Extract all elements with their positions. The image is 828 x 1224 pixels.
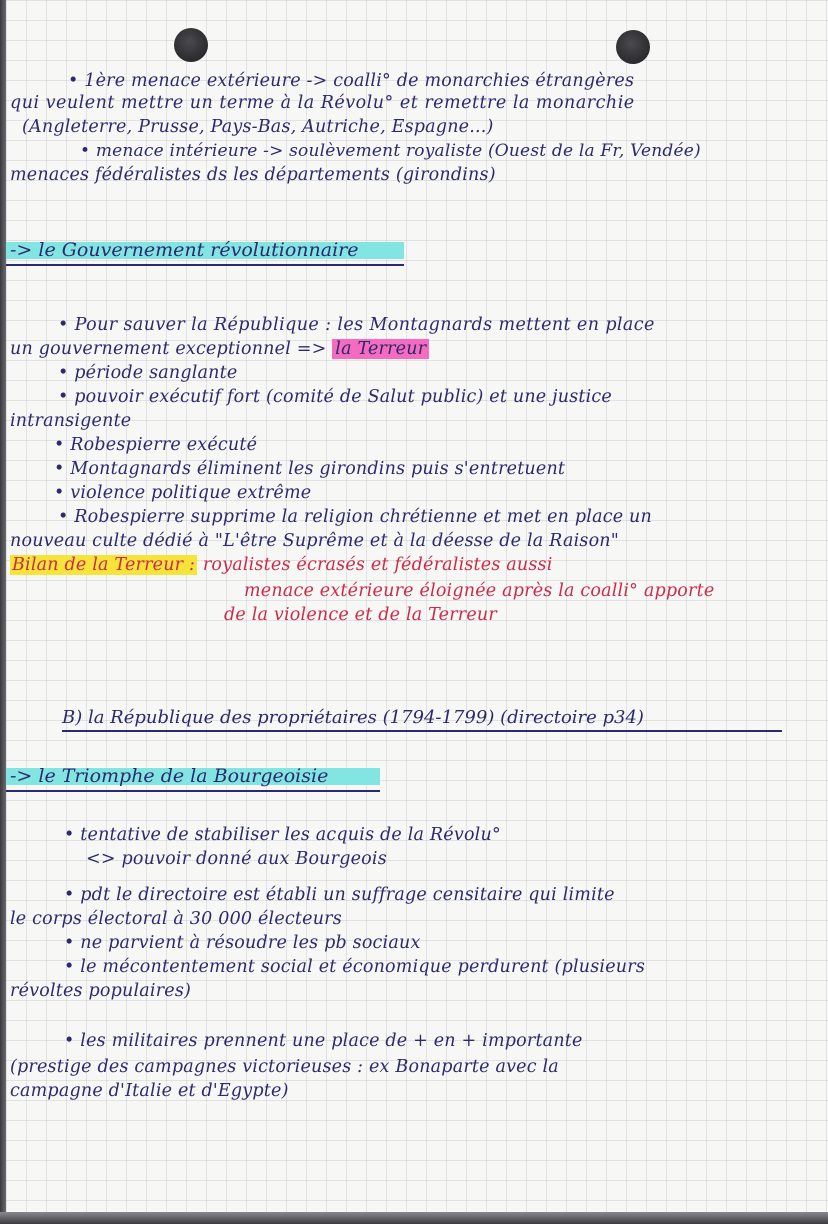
terreur-highlight: la Terreur [332,339,429,359]
text-line: qui veulent mettre un terme à la Révolu° et remettre la monarchie [10,93,635,113]
text-line: le corps électoral à 30 000 électeurs [10,909,342,929]
text-line: • 1ère menace extérieure -> coalli° de monarchies étrangères [68,71,635,91]
text-line: (prestige des campagnes victorieuses : ex Bonaparte avec la [10,1057,559,1077]
bullet-item: • Robespierre exécuté [54,435,258,455]
text-line: (Angleterre, Prusse, Pays-Bas, Autriche, Espagne...) [22,117,494,137]
punch-hole-right [616,30,650,64]
text-fragment: un gouvernement exceptionnel => [10,339,327,359]
text-line: <> pouvoir donné aux Bourgeois [86,849,387,869]
bullet-item: • pdt le directoire est établi un suffrage censitaire qui limite [64,885,615,905]
text-line: menaces fédéralistes ds les départements (girondins) [10,165,496,185]
bullet-item: • Montagnards éliminent les girondins puis s'entretuent [54,459,566,479]
bullet-item: • violence politique extrême [54,483,312,503]
notebook-page [6,0,828,1212]
bullet-item: • les militaires prennent une place de + en + importante [64,1031,583,1051]
text-line: campagne d'Italie et d'Egypte) [10,1081,289,1101]
text-line: nouveau culte dédié à "L'être Suprême et à la déesse de la Raison" [10,531,620,551]
section-heading-bourgeoisie [6,762,380,792]
bullet-item: • Robespierre supprime la religion chrétienne et met en place un [58,507,652,527]
bilan-label: Bilan de la Terreur : [12,555,196,575]
bilan-line [10,554,553,576]
bilan-text: royalistes écrasés et fédéralistes aussi [202,555,553,575]
section-heading-gouvernement [6,236,404,266]
photo-bottom-edge [0,1212,828,1224]
text-line: intransigente [10,411,132,431]
text-line: révoltes populaires) [10,981,192,1001]
bilan-text: de la violence et de la Terreur [224,605,497,625]
bullet-item: • tentative de stabiliser les acquis de la Révolu° [64,825,501,845]
text-line: • Pour sauver la République : les Montagnards mettent en place [58,315,655,335]
punch-hole-left [174,28,208,62]
bullet-item: • ne parvient à résoudre les pb sociaux [64,933,421,953]
subtitle-b: B) la République des propriétaires (1794-1799) (directoire p34) [62,706,782,732]
bullet-item: • période sanglante [58,363,238,383]
text-line [10,338,429,360]
bilan-text: menace extérieure éloignée après la coalli° apporte [244,581,715,601]
bullet-item: • pouvoir exécutif fort (comité de Salut public) et une justice [58,387,612,407]
text-line: • menace intérieure -> soulèvement royaliste (Ouest de la Fr, Vendée) [80,141,701,161]
photo-left-edge [0,0,6,1224]
heading-text: -> le Triomphe de la Bourgeoisie [10,765,329,787]
heading-text: -> le Gouvernement révolutionnaire [10,239,359,261]
bullet-item: • le mécontentement social et économique perdurent (plusieurs [64,957,646,977]
